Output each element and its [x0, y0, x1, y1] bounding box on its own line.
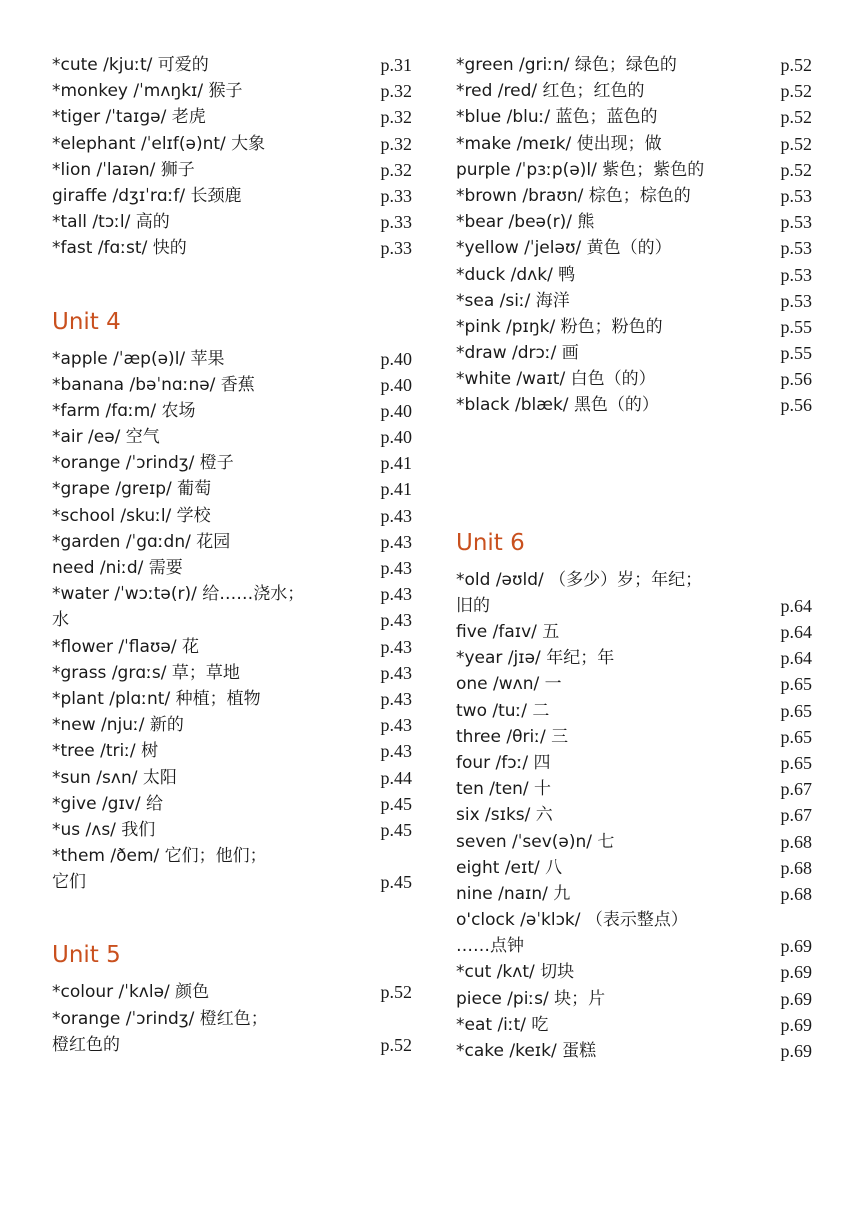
page-reference: p.40	[380, 374, 412, 395]
vocab-entry	[456, 1012, 812, 1038]
vocab-word: *make /meɪk/ 使出现；做	[456, 133, 662, 154]
right-column	[456, 52, 812, 1064]
vocab-word: five /faɪv/ 五	[456, 622, 560, 642]
vocab-entry	[52, 555, 412, 581]
vocab-entry	[456, 340, 812, 366]
page-reference: p.64	[780, 622, 812, 642]
page-reference: p.67	[780, 805, 812, 826]
vocab-word: *white /waɪt/ 白色（的）	[456, 369, 656, 390]
unit-6-vocab-list	[456, 567, 812, 1065]
page-reference: p.43	[380, 584, 412, 605]
page-reference: p.56	[780, 395, 812, 416]
page-reference: p.64	[780, 595, 812, 616]
vocab-entry	[456, 235, 812, 261]
vocab-word: seven /ˈsev(ə)n/ 七	[456, 831, 615, 852]
vocab-word: *cut /kʌt/ 切块	[456, 962, 575, 983]
vocab-word: *garden /ˈgɑːdn/ 花园	[52, 531, 231, 552]
vocab-entry	[456, 881, 812, 907]
vocab-entry	[456, 567, 812, 593]
page-reference: p.53	[780, 238, 812, 259]
page-reference: p.33	[380, 238, 412, 259]
vocab-word: *plant /plɑːnt/ 种植；植物	[52, 688, 261, 709]
page-reference: p.40	[380, 400, 412, 421]
vocab-word: *green /griːn/ 绿色；绿色的	[456, 55, 677, 75]
vocab-word: 它们	[52, 872, 86, 893]
vocab-word: *us /ʌs/ 我们	[52, 819, 156, 840]
vocab-entry	[52, 104, 412, 130]
vocab-word: *grape /greɪp/ 葡萄	[52, 479, 212, 500]
vocab-entry	[456, 1038, 812, 1064]
vocab-entry	[456, 392, 812, 418]
vocab-word: two /tuː/ 二	[456, 700, 550, 721]
vocab-word: *school /skuːl/ 学校	[52, 505, 211, 526]
vocab-word: three /θriː/ 三	[456, 726, 569, 747]
vocab-entry	[456, 314, 812, 340]
vocab-word: *monkey /ˈmʌŋkɪ/ 猴子	[52, 81, 243, 102]
vocab-entry	[52, 712, 412, 738]
vocab-word: *eat /iːt/ 吃	[456, 1014, 549, 1035]
vocab-word: need /niːd/ 需要	[52, 558, 183, 578]
vocab-entry	[52, 686, 412, 712]
vocab-word: *sea /siː/ 海洋	[456, 290, 570, 311]
vocab-entry	[52, 52, 412, 78]
page-reference: p.44	[380, 767, 412, 788]
page-reference: p.69	[780, 962, 812, 983]
vocab-entry	[456, 959, 812, 985]
vocab-entry	[456, 645, 812, 671]
vocab-word: *yellow /ˈjeləʊ/ 黄色（的）	[456, 238, 672, 259]
page-reference: p.53	[780, 212, 812, 233]
vocab-entry	[456, 986, 812, 1012]
vocab-entry	[52, 660, 412, 686]
vocab-entry	[456, 52, 812, 78]
vocab-word: *duck /dʌk/ 鸭	[456, 264, 576, 285]
page-reference: p.52	[780, 107, 812, 128]
page-reference: p.43	[380, 636, 412, 657]
vocab-entry	[52, 791, 412, 817]
vocab-entry	[52, 738, 412, 764]
page-reference: p.33	[380, 185, 412, 206]
page-reference: p.56	[780, 369, 812, 390]
page-reference: p.65	[780, 752, 812, 773]
vocab-word: *banana /bəˈnɑːnə/ 香蕉	[52, 374, 255, 395]
vocab-entry	[52, 372, 412, 398]
vocab-word: *orange /ˈɔrindʒ/ 橙红色；	[52, 1008, 268, 1029]
vocab-word: *grass /grɑːs/ 草；草地	[52, 662, 240, 683]
vocab-word: *orange /ˈɔrindʒ/ 橙子	[52, 453, 234, 474]
vocab-entry	[52, 607, 412, 633]
vocab-word: eight /eɪt/ 八	[456, 857, 563, 878]
vocab-word: *year /jɪə/ 年纪；年	[456, 648, 615, 669]
vocab-entry	[52, 398, 412, 424]
vocab-entry	[456, 157, 812, 183]
vocab-word: *draw /drɔː/ 画	[456, 343, 579, 364]
left-column	[52, 52, 412, 1058]
page-reference: p.43	[380, 558, 412, 578]
page-reference: p.43	[380, 741, 412, 762]
vocab-entry	[52, 529, 412, 555]
vocab-word: piece /piːs/ 块；片	[456, 988, 606, 1009]
page-reference: p.31	[380, 55, 412, 75]
page-reference: p.68	[780, 857, 812, 878]
vocab-entry	[52, 581, 412, 607]
vocab-entry	[456, 724, 812, 750]
vocab-word: 橙红色的	[52, 1034, 120, 1055]
vocab-list-top-right	[456, 52, 812, 419]
vocab-entry	[456, 776, 812, 802]
vocab-word: *red /red/ 红色；红色的	[456, 81, 645, 102]
page-reference: p.52	[380, 982, 412, 1003]
vocab-entry	[456, 698, 812, 724]
page-reference: p.69	[780, 936, 812, 957]
vocab-entry	[52, 157, 412, 183]
vocab-word: ……点钟	[456, 936, 524, 957]
vocab-entry	[456, 366, 812, 392]
vocab-entry	[456, 104, 812, 130]
vocab-entry	[456, 750, 812, 776]
vocab-entry	[456, 671, 812, 697]
unit-4-heading: Unit 4	[52, 308, 121, 335]
vocab-word: *apple /ˈæp(ə)l/ 苹果	[52, 348, 225, 369]
vocab-entry	[52, 869, 412, 895]
unit-6-heading: Unit 6	[456, 529, 525, 556]
vocab-entry	[52, 235, 412, 261]
vocab-entry	[456, 907, 812, 933]
vocab-word: *pink /pɪŋk/ 粉色；粉色的	[456, 316, 663, 337]
vocab-entry	[456, 209, 812, 235]
vocab-word: *tiger /ˈtaɪgə/ 老虎	[52, 107, 206, 128]
page-reference: p.52	[780, 81, 812, 102]
vocab-word: *brown /braʊn/ 棕色；棕色的	[456, 185, 691, 206]
vocab-word: one /wʌn/ 一	[456, 674, 562, 695]
page-reference: p.65	[780, 726, 812, 747]
vocab-entry	[52, 424, 412, 450]
page-reference: p.69	[780, 988, 812, 1009]
vocab-word: *water /ˈwɔːtə(r)/ 给……浇水；	[52, 584, 305, 605]
page-reference: p.43	[380, 688, 412, 709]
page-reference: p.45	[380, 819, 412, 840]
page-reference: p.67	[780, 779, 812, 800]
vocab-word: *tree /triː/ 树	[52, 741, 159, 762]
page-reference: p.65	[780, 700, 812, 721]
vocab-word: *new /njuː/ 新的	[52, 715, 184, 736]
page-reference: p.43	[380, 505, 412, 526]
vocab-entry	[52, 78, 412, 104]
vocab-word: *cake /keɪk/ 蛋糕	[456, 1041, 597, 1061]
vocab-word: *farm /fɑːm/ 农场	[52, 400, 196, 421]
vocab-word: *black /blæk/ 黑色（的）	[456, 395, 659, 416]
page-reference: p.43	[380, 715, 412, 736]
vocab-entry	[52, 843, 412, 869]
vocab-word: *lion /ˈlaɪən/ 狮子	[52, 159, 195, 180]
vocab-word: *colour /ˈkʌlə/ 颜色	[52, 982, 210, 1003]
vocab-entry	[456, 855, 812, 881]
page-reference: p.45	[380, 872, 412, 893]
vocab-entry	[456, 619, 812, 645]
page-reference: p.52	[780, 133, 812, 154]
page-reference: p.53	[780, 264, 812, 285]
page-reference: p.32	[380, 81, 412, 102]
vocab-entry	[456, 593, 812, 619]
vocab-word: *them /ðem/ 它们；他们；	[52, 846, 267, 867]
vocab-word: four /fɔː/ 四	[456, 752, 551, 773]
page-reference: p.32	[380, 107, 412, 128]
vocab-word: *elephant /ˈelɪf(ə)nt/ 大象	[52, 133, 266, 154]
vocab-entry	[456, 933, 812, 959]
page-reference: p.55	[780, 343, 812, 364]
vocab-entry	[52, 817, 412, 843]
vocab-entry	[52, 131, 412, 157]
vocab-entry	[456, 288, 812, 314]
vocab-word: nine /naɪn/ 九	[456, 883, 571, 904]
page-reference: p.33	[380, 212, 412, 233]
page-reference: p.69	[780, 1014, 812, 1035]
vocab-word: *cute /kjuːt/ 可爱的	[52, 55, 209, 75]
spacer	[456, 419, 812, 483]
vocab-word: six /sɪks/ 六	[456, 805, 553, 826]
page-reference: p.52	[780, 55, 812, 75]
page-reference: p.68	[780, 831, 812, 852]
unit-5-heading: Unit 5	[52, 942, 121, 969]
vocab-entry	[52, 765, 412, 791]
page-reference: p.69	[780, 1041, 812, 1061]
vocab-word: *flower /ˈflaʊə/ 花	[52, 636, 199, 657]
vocab-entry	[456, 262, 812, 288]
vocab-entry	[456, 829, 812, 855]
vocab-entry	[52, 979, 412, 1005]
page-reference: p.64	[780, 648, 812, 669]
page-reference: p.53	[780, 185, 812, 206]
page-reference: p.32	[380, 133, 412, 154]
vocab-entry	[52, 476, 412, 502]
page-reference: p.45	[380, 793, 412, 814]
vocab-word: *fast /fɑːst/ 快的	[52, 238, 187, 259]
vocab-word: 旧的	[456, 595, 490, 616]
vocab-word: purple /ˈpɜːp(ə)l/ 紫色；紫色的	[456, 159, 705, 180]
vocab-word: *sun /sʌn/ 太阳	[52, 767, 177, 788]
page-reference: p.40	[380, 427, 412, 448]
vocab-word: giraffe /dʒɪˈrɑːf/ 长颈鹿	[52, 185, 242, 206]
vocab-entry	[52, 503, 412, 529]
vocab-word: 水	[52, 610, 69, 631]
vocab-word: *air /eə/ 空气	[52, 427, 160, 448]
unit-5-vocab-list	[52, 979, 412, 1058]
vocab-word: *bear /beə(r)/ 熊	[456, 212, 595, 233]
page-reference: p.43	[380, 662, 412, 683]
vocab-list-top-left	[52, 52, 412, 262]
vocab-word: *give /gɪv/ 给	[52, 793, 163, 814]
vocab-entry	[456, 183, 812, 209]
page-reference: p.55	[780, 316, 812, 337]
vocab-entry	[456, 78, 812, 104]
page-reference: p.40	[380, 348, 412, 369]
page-reference: p.32	[380, 159, 412, 180]
vocab-entry	[52, 346, 412, 372]
vocab-entry	[52, 183, 412, 209]
vocab-word: *tall /tɔːl/ 高的	[52, 212, 170, 233]
vocab-entry	[456, 802, 812, 828]
page-reference: p.43	[380, 610, 412, 631]
vocab-word: *blue /bluː/ 蓝色；蓝色的	[456, 107, 658, 128]
page-reference: p.41	[380, 479, 412, 500]
page-reference: p.52	[780, 159, 812, 180]
vocab-word: *old /əʊld/ （多少）岁；年纪；	[456, 569, 703, 590]
page-reference: p.65	[780, 674, 812, 695]
vocab-word: ten /ten/ 十	[456, 779, 552, 800]
vocab-entry	[456, 131, 812, 157]
vocab-entry	[52, 634, 412, 660]
vocab-entry	[52, 450, 412, 476]
unit-4-vocab-list	[52, 346, 412, 896]
page-reference: p.43	[380, 531, 412, 552]
page-reference: p.52	[380, 1034, 412, 1055]
page-reference: p.68	[780, 883, 812, 904]
vocab-word: o'clock /əˈklɔk/ （表示整点）	[456, 910, 688, 931]
vocab-entry	[52, 1006, 412, 1032]
vocab-entry	[52, 209, 412, 235]
vocab-entry	[52, 1032, 412, 1058]
page-reference: p.53	[780, 290, 812, 311]
page-reference: p.41	[380, 453, 412, 474]
